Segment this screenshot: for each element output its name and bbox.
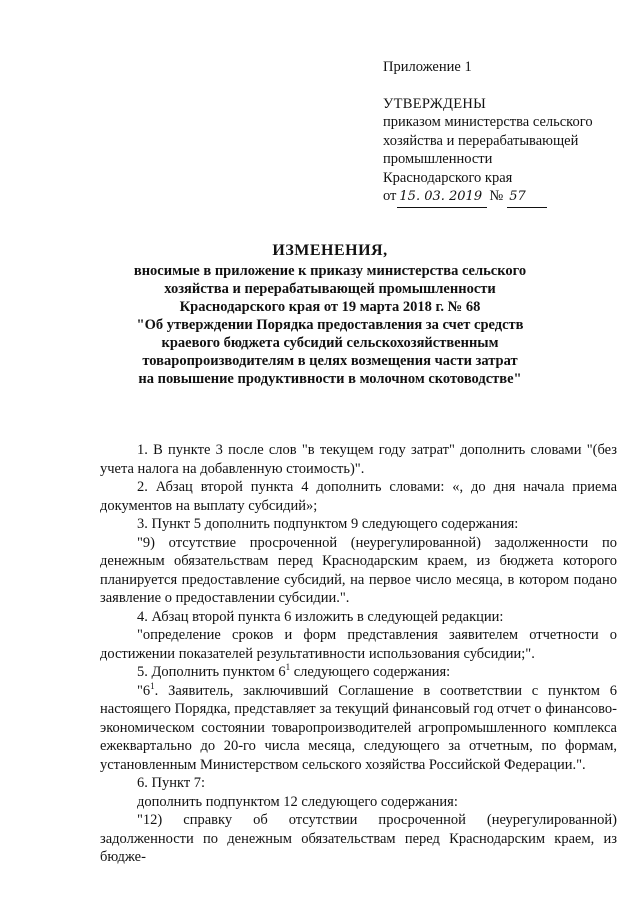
paragraph-5: 4. Абзац второй пункта 6 изложить в следующей редакции: — [137, 608, 504, 625]
paragraph-9: 6. Пункт 7: — [137, 775, 206, 791]
paragraph-8-text: "6 — [137, 682, 151, 699]
appendix-label: Приложение 1 — [383, 59, 472, 75]
number-label: № — [489, 188, 504, 204]
paragraph-1: 1. В пункте 3 после слов "в текущем году затрат" дополнить словами "(без учета налога на добавленную стоимость)". — [100, 442, 617, 477]
paragraph-8 — [100, 682, 617, 775]
paragraph-2: 2. Абзац второй пункта 4 дополнить словами: «, до дня начала приема документов на выплату субсидий»; — [100, 479, 617, 514]
document-title — [120, 242, 540, 388]
paragraph-7-text-end: следующего содержания: — [290, 664, 451, 680]
title-line: "Об утверждении Порядка предоставления за счет средств — [136, 317, 524, 333]
title-line: на повышение продуктивности в молочном скотоводстве" — [138, 371, 522, 387]
paragraph-8-text-end: . Заявитель, заключивший Соглашение в соответствии с пунктом 6 настоящего Порядка, представляет за текущий финансовый год отчет о финансово-экономическом состоянии товаропроизводителей агропромышленного комплекса ежеквартально до 20-го числа месяца, следующего за отчетным, по формам, установленным Министерством сельского хозяйства Российской Федерации.". — [100, 682, 617, 773]
superscript: 1 — [150, 680, 155, 691]
title-line: хозяйства и перерабатывающей промышленности — [164, 281, 496, 297]
title-heading: ИЗМЕНЕНИЯ, — [272, 242, 388, 259]
paragraph-6: "определение сроков и форм представления заявителем отчетности о достижении показателей результативности использования субсидии;". — [100, 627, 617, 662]
from-label: от — [383, 188, 397, 204]
paragraph-7-text: 5. Дополнить пунктом 6 — [137, 664, 286, 680]
approval-line: промышленности — [383, 151, 493, 167]
title-line: Краснодарского края от 19 марта 2018 г. № 68 — [179, 299, 481, 315]
title-line: краевого бюджета субсидий сельскохозяйственным — [161, 335, 499, 351]
approved-heading: УТВЕРЖДЕНЫ — [383, 95, 487, 112]
document-body — [100, 441, 617, 867]
order-date-number — [383, 187, 623, 208]
title-line: вносимые в приложение к приказу министерства сельского — [133, 263, 527, 279]
approval-line: хозяйства и перерабатывающей — [383, 132, 579, 149]
paragraph-10: дополнить подпунктом 12 следующего содержания: — [137, 793, 458, 810]
handwritten-number: 57 — [507, 188, 547, 208]
approval-line: приказом министерства сельского — [383, 114, 593, 130]
paragraph-7 — [100, 663, 617, 682]
handwritten-date: 15. 03. 2019 — [397, 188, 487, 208]
superscript: 1 — [285, 662, 291, 673]
approval-line: Краснодарского края — [383, 169, 513, 186]
paragraph-4: "9) отсутствие просроченной (неурегулированной) задолженности по денежным обязательствам перед Краснодарским краем, из бюджета которого планируется предоставление субсидий, на первое число месяца, в котором подано заявление о предоставлении субсидии.". — [100, 534, 617, 606]
approval-stamp — [383, 58, 623, 208]
paragraph-3: 3. Пункт 5 дополнить подпунктом 9 следующего содержания: — [137, 516, 519, 532]
title-line: товаропроизводителям в целях возмещения части затрат — [142, 353, 518, 369]
paragraph-11: "12) справку об отсутствии просроченной (неурегулированной) задолженности по денежным обязательствам перед Краснодарским краем, из бюдже- — [100, 812, 617, 865]
